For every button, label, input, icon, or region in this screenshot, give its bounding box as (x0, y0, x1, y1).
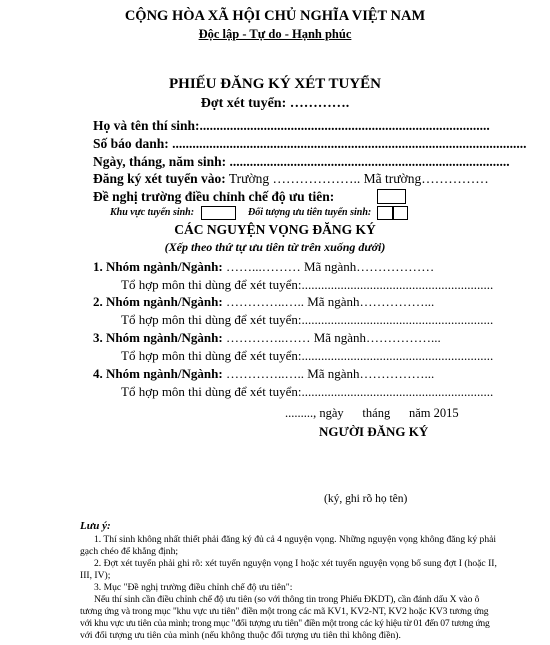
wishes-title: CÁC NGUYỆN VỌNG ĐĂNG KÝ (174, 222, 376, 237)
wish-4-label: 4. Nhóm ngành/Ngành: (93, 366, 223, 381)
form-title: PHIẾU ĐĂNG KÝ XÉT TUYỂN (169, 76, 381, 92)
full-name-field[interactable]: Họ và tên thí sinh:...................................................................................... (93, 118, 490, 133)
note-line-7: tương ứng và trong mục "khu vực ưu tiên" điền một trong các mã KV1, KV2-NT, KV2 hoặc KV3 tương ứng (80, 606, 489, 617)
wishes-subtitle: (Xếp theo thứ tự ưu tiên từ trên xuống dưới) (164, 240, 386, 254)
motto-text: Độc lập - Tự do - Hạnh phúc (198, 27, 352, 41)
wish-4-combo[interactable]: Tổ hợp môn thi dùng để xét tuyển:........................................................... (121, 384, 494, 399)
wish-1-label: 1. Nhóm ngành/Ngành: (93, 259, 223, 274)
wish-3-combo[interactable]: Tổ hợp môn thi dùng để xét tuyển:........................................................... (121, 348, 494, 363)
round-line: Đợt xét tuyển: …………. (200, 96, 350, 111)
candidate-number-field[interactable]: Số báo danh: ......................................................................................................... (93, 136, 527, 151)
signer-title: NGƯỜI ĐĂNG KÝ (319, 424, 429, 439)
note-line-6: Nếu thí sinh cần điều chỉnh chế độ ưu tiên (so với thông tin trong Phiếu ĐKDT), cần đánh dấu X vào ô (94, 594, 480, 605)
wish-3-major[interactable] (93, 330, 441, 346)
note-line-3: 2. Đợt xét tuyển phải ghi rõ: xét tuyển nguyện vọng I hoặc xét tuyển nguyện vọng bổ sung đợt I (hoặc II, (94, 558, 497, 569)
note-line-1: 1. Thí sinh không nhất thiết phải đăng ký đủ cả 4 nguyện vọng. Những nguyện vọng không đăng ký phải (94, 534, 497, 545)
note-line-5: 3. Mục "Đề nghị trường điều chỉnh chế độ ưu tiên": (94, 582, 293, 593)
school-field[interactable] (93, 171, 489, 187)
note-line-2: gạch chéo để khẳng định; (80, 546, 179, 557)
wish-1-combo[interactable]: Tổ hợp môn thi dùng để xét tuyển:........................................................... (121, 277, 494, 292)
school-value: Trường ……………….. Mã trường…………… (225, 171, 489, 186)
republic-heading: CỘNG HÒA XÃ HỘI CHỦ NGHĨA VIỆT NAM (124, 8, 426, 24)
date-of-birth-field[interactable]: Ngày, tháng, năm sinh: ................................................................................... (93, 154, 510, 169)
school-label: Đăng ký xét tuyển vào: (93, 171, 226, 186)
wish-4-major[interactable] (93, 366, 434, 382)
region-label: Khu vực tuyển sinh: (110, 207, 195, 218)
wish-2-combo[interactable]: Tổ hợp môn thi dùng để xét tuyển:........................................................... (121, 312, 494, 327)
category-label: Đối tượng ưu tiên tuyển sinh: (248, 207, 372, 218)
motto (0, 27, 550, 42)
signer-hint: (ký, ghi rõ họ tên) (324, 493, 408, 505)
note-line-8: với khu vực ưu tiên của mình; trong mục "đối tượng ưu tiên" điền một trong các ký hiệu từ 01 đến 07 tương ứng (80, 618, 490, 629)
category-input-2[interactable] (393, 206, 408, 220)
category-input-1[interactable] (377, 206, 393, 220)
wish-4-value: …………..….. Mã ngành……………... (222, 366, 435, 381)
wish-2-value: …………..….. Mã ngành……………... (222, 294, 435, 309)
priority-request-checkbox[interactable] (377, 189, 406, 204)
wish-1-major[interactable] (93, 259, 434, 275)
note-line-9: với đối tượng ưu tiên của mình (nếu không thuộc đối tượng ưu tiên thì không điền). (80, 630, 401, 641)
region-input[interactable] (201, 206, 236, 220)
wish-2-label: 2. Nhóm ngành/Ngành: (93, 294, 223, 309)
note-line-4: III, IV); (80, 570, 111, 581)
priority-request-label: Đề nghị trường điều chỉnh chế độ ưu tiên: (93, 189, 335, 204)
notes-heading: Lưu ý: (80, 520, 111, 532)
wish-1-value: ……...……… Mã ngành……………… (222, 259, 435, 274)
wish-3-value: …………..…… Mã ngành……………... (222, 330, 441, 345)
wish-2-major[interactable] (93, 294, 434, 310)
wish-3-label: 3. Nhóm ngành/Ngành: (93, 330, 223, 345)
date-line: ........., ngày tháng năm 2015 (285, 406, 459, 420)
